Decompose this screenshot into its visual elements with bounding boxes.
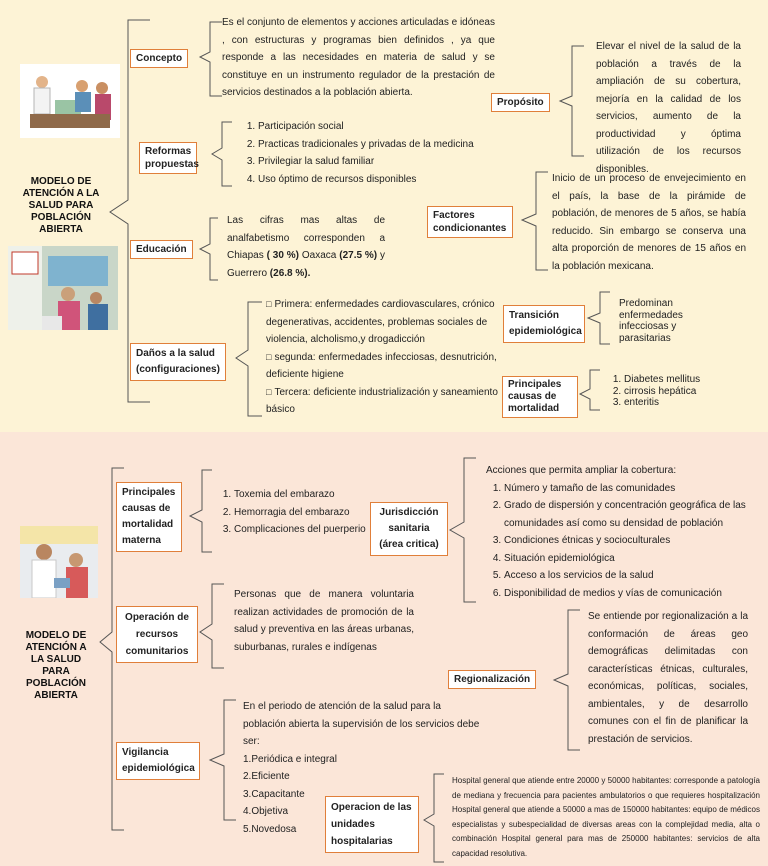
list-item: 4. Uso óptimo de recursos disponibles [258, 171, 500, 189]
educacion-box: Educación [130, 240, 193, 259]
operacion-recursos-box: Operación de recursos comunitarios [116, 606, 198, 663]
transicion-text: Predominan enfermedades infecciosas y parasitarias [619, 298, 683, 344]
unidades-box: Operacion de las unidades hospitalarias [325, 796, 419, 853]
list-item: 1. Participación social [258, 118, 500, 136]
medical-staff-photo [20, 526, 98, 598]
factores-box: Factores condicionantes [427, 206, 513, 238]
list-item: 5. Acceso a los servicios de la salud [504, 567, 746, 585]
doctor-patient-illustration [20, 64, 120, 138]
root-title: MODELO DE ATENCIÓN A LA SALUD PARA POBLACIÓN ABIERTA [22, 176, 100, 235]
list-item: 1. Toxemia del embarazo [234, 486, 376, 504]
list-item: 1. Diabetes mellitus [624, 374, 726, 386]
list-item: 3. enteritis [624, 397, 726, 409]
unidades-text: Hospital general que atiende entre 20000 y 50000 habitantes: corresponde a patología de mediana y frecuencia para pacientes ambulatorios o que requieres hospitalización Hospital general que atiende a 50000 a mas de 150000 habitantes: equipo de médicos especialistas y subespecialidad de diversas areas con la complejidad media, alta o combinación Hospital general para mas de 250000 habitantes: servicios de alta capacidad resolutiva. [452, 776, 760, 858]
list-item: 2. cirrosis hepática [624, 386, 726, 398]
list-item: 2.Eficiente [243, 771, 290, 782]
list-item: 3. Complicaciones del puerperio [234, 521, 376, 539]
list-item: 2. Grado de dispersión y concentración geográfica de las comunidades así como su densidad de población [504, 497, 746, 532]
list-item: 2. Practicas tradicionales y privadas de la medicina [258, 136, 500, 154]
concepto-box: Concepto [130, 49, 188, 68]
concepto-text: Es el conjunto de elementos y acciones articuladas e idóneas , con estructuras y programas bien definidos , ya que responde a las necesidades en materia de salud y se constituye en un instrumento regulador de la prestación de servicios destinados a la población abierta. [222, 17, 495, 98]
list-item: □ Primera: enfermedades cardiovasculares, crónico degenerativas, accidentes, problemas sociales de violencia, alcholismo,y drogadicción [266, 296, 502, 349]
vigilancia-box: Vigilancia epidemiológica [116, 742, 200, 780]
educacion-value-chiapas: ( 30 %) [266, 250, 300, 261]
mortalidad-materna-box: Principales causas de mortalidad materna [116, 482, 182, 552]
list-item: □ Tercera: deficiente industrialización y saneamiento básico [266, 384, 502, 419]
list-item: □ segunda: enfermedades infecciosas, desnutrición, deficiente higiene [266, 349, 502, 384]
list-item: 5.Novedosa [243, 823, 297, 835]
list-item: 6. Disponibilidad de medios y vías de comunicación [504, 585, 746, 603]
reformas-list [240, 118, 500, 188]
causas-list [606, 374, 726, 409]
clinic-photo [8, 246, 118, 330]
educacion-value-oaxaca: (27.5 %) [339, 250, 378, 261]
list-item: 4.Objetiva [243, 806, 289, 817]
educacion-text [227, 212, 385, 282]
educacion-text-b: Oaxaca [301, 250, 337, 261]
list-item: 1.Periódica e integral [243, 753, 337, 765]
jurisdiccion-list [486, 462, 746, 602]
list-item: 1. Número y tamaño de las comunidades [504, 480, 746, 498]
jurisdiccion-box: Jurisdicción sanitaria (área critica) [370, 502, 448, 556]
danos-box: Daños a la salud (configuraciones) [130, 343, 226, 381]
list-item: 2. Hemorragia del embarazo [234, 504, 376, 522]
jurisdiccion-intro: Acciones que permita ampliar la cobertura: [486, 465, 677, 476]
list-item: 3. Condiciones étnicas y socioculturales [504, 532, 746, 550]
causas-box: Principales causas de mortalidad [502, 376, 578, 418]
proposito-box: Propósito [491, 93, 550, 112]
list-item: 3.Capacitante [243, 788, 305, 800]
educacion-text-c: y Guerrero [227, 250, 385, 279]
list-item: 4. Situación epidemiológica [504, 550, 746, 568]
educacion-text-a: Las cifras mas altas de analfabetismo corresponden a Chiapas [227, 215, 385, 261]
educacion-value-guerrero: (26.8 %). [269, 267, 311, 279]
root-title-2: MODELO DE ATENCIÓN A LA SALUD PARA POBLACIÓN ABIERTA [25, 630, 87, 701]
mortalidad-materna-list [216, 486, 376, 539]
operacion-recursos-text: Personas que de manera voluntaria realizan actividades de promoción de la salud y preventiva en las áreas urbanas, suburbanas, rurales e indígenas [234, 589, 414, 653]
proposito-text: Elevar el nivel de la salud de la población a través de la ampliación de su cobertura, mejoría en la calidad de los servicios, aumento de la productividad y óptima utilización de los recursos disponibles. [596, 41, 741, 175]
list-item: 3. Privilegiar la salud familiar [258, 153, 500, 171]
bottom-concept-map [0, 432, 768, 866]
reformas-box: Reformas propuestas [139, 142, 197, 174]
top-concept-map [0, 0, 768, 432]
regionalizacion-box: Regionalización [448, 670, 536, 689]
vigilancia-intro: En el periodo de atención de la salud para la población abierta la supervisión de los servicios debe ser: [243, 701, 480, 747]
danos-list [266, 296, 502, 419]
transicion-box: Transición epidemiológica [503, 305, 585, 343]
regionalizacion-text: Se entiende por regionalización a la conformación de áreas geo demográficas delimitadas con características étnicas, culturales, económicas, políticas, sociales, ambientales, y de desarrollo comunes con el fin de planificar la prestación de servicios. [588, 611, 748, 745]
factores-text: Inicio de un proceso de envejecimiento en el país, la base de la pirámide de población, de menores de 5 años, se había reducido. Sin embargo se conserva una alta proporción de menores de 15 años en la población mexicana. [552, 173, 746, 272]
